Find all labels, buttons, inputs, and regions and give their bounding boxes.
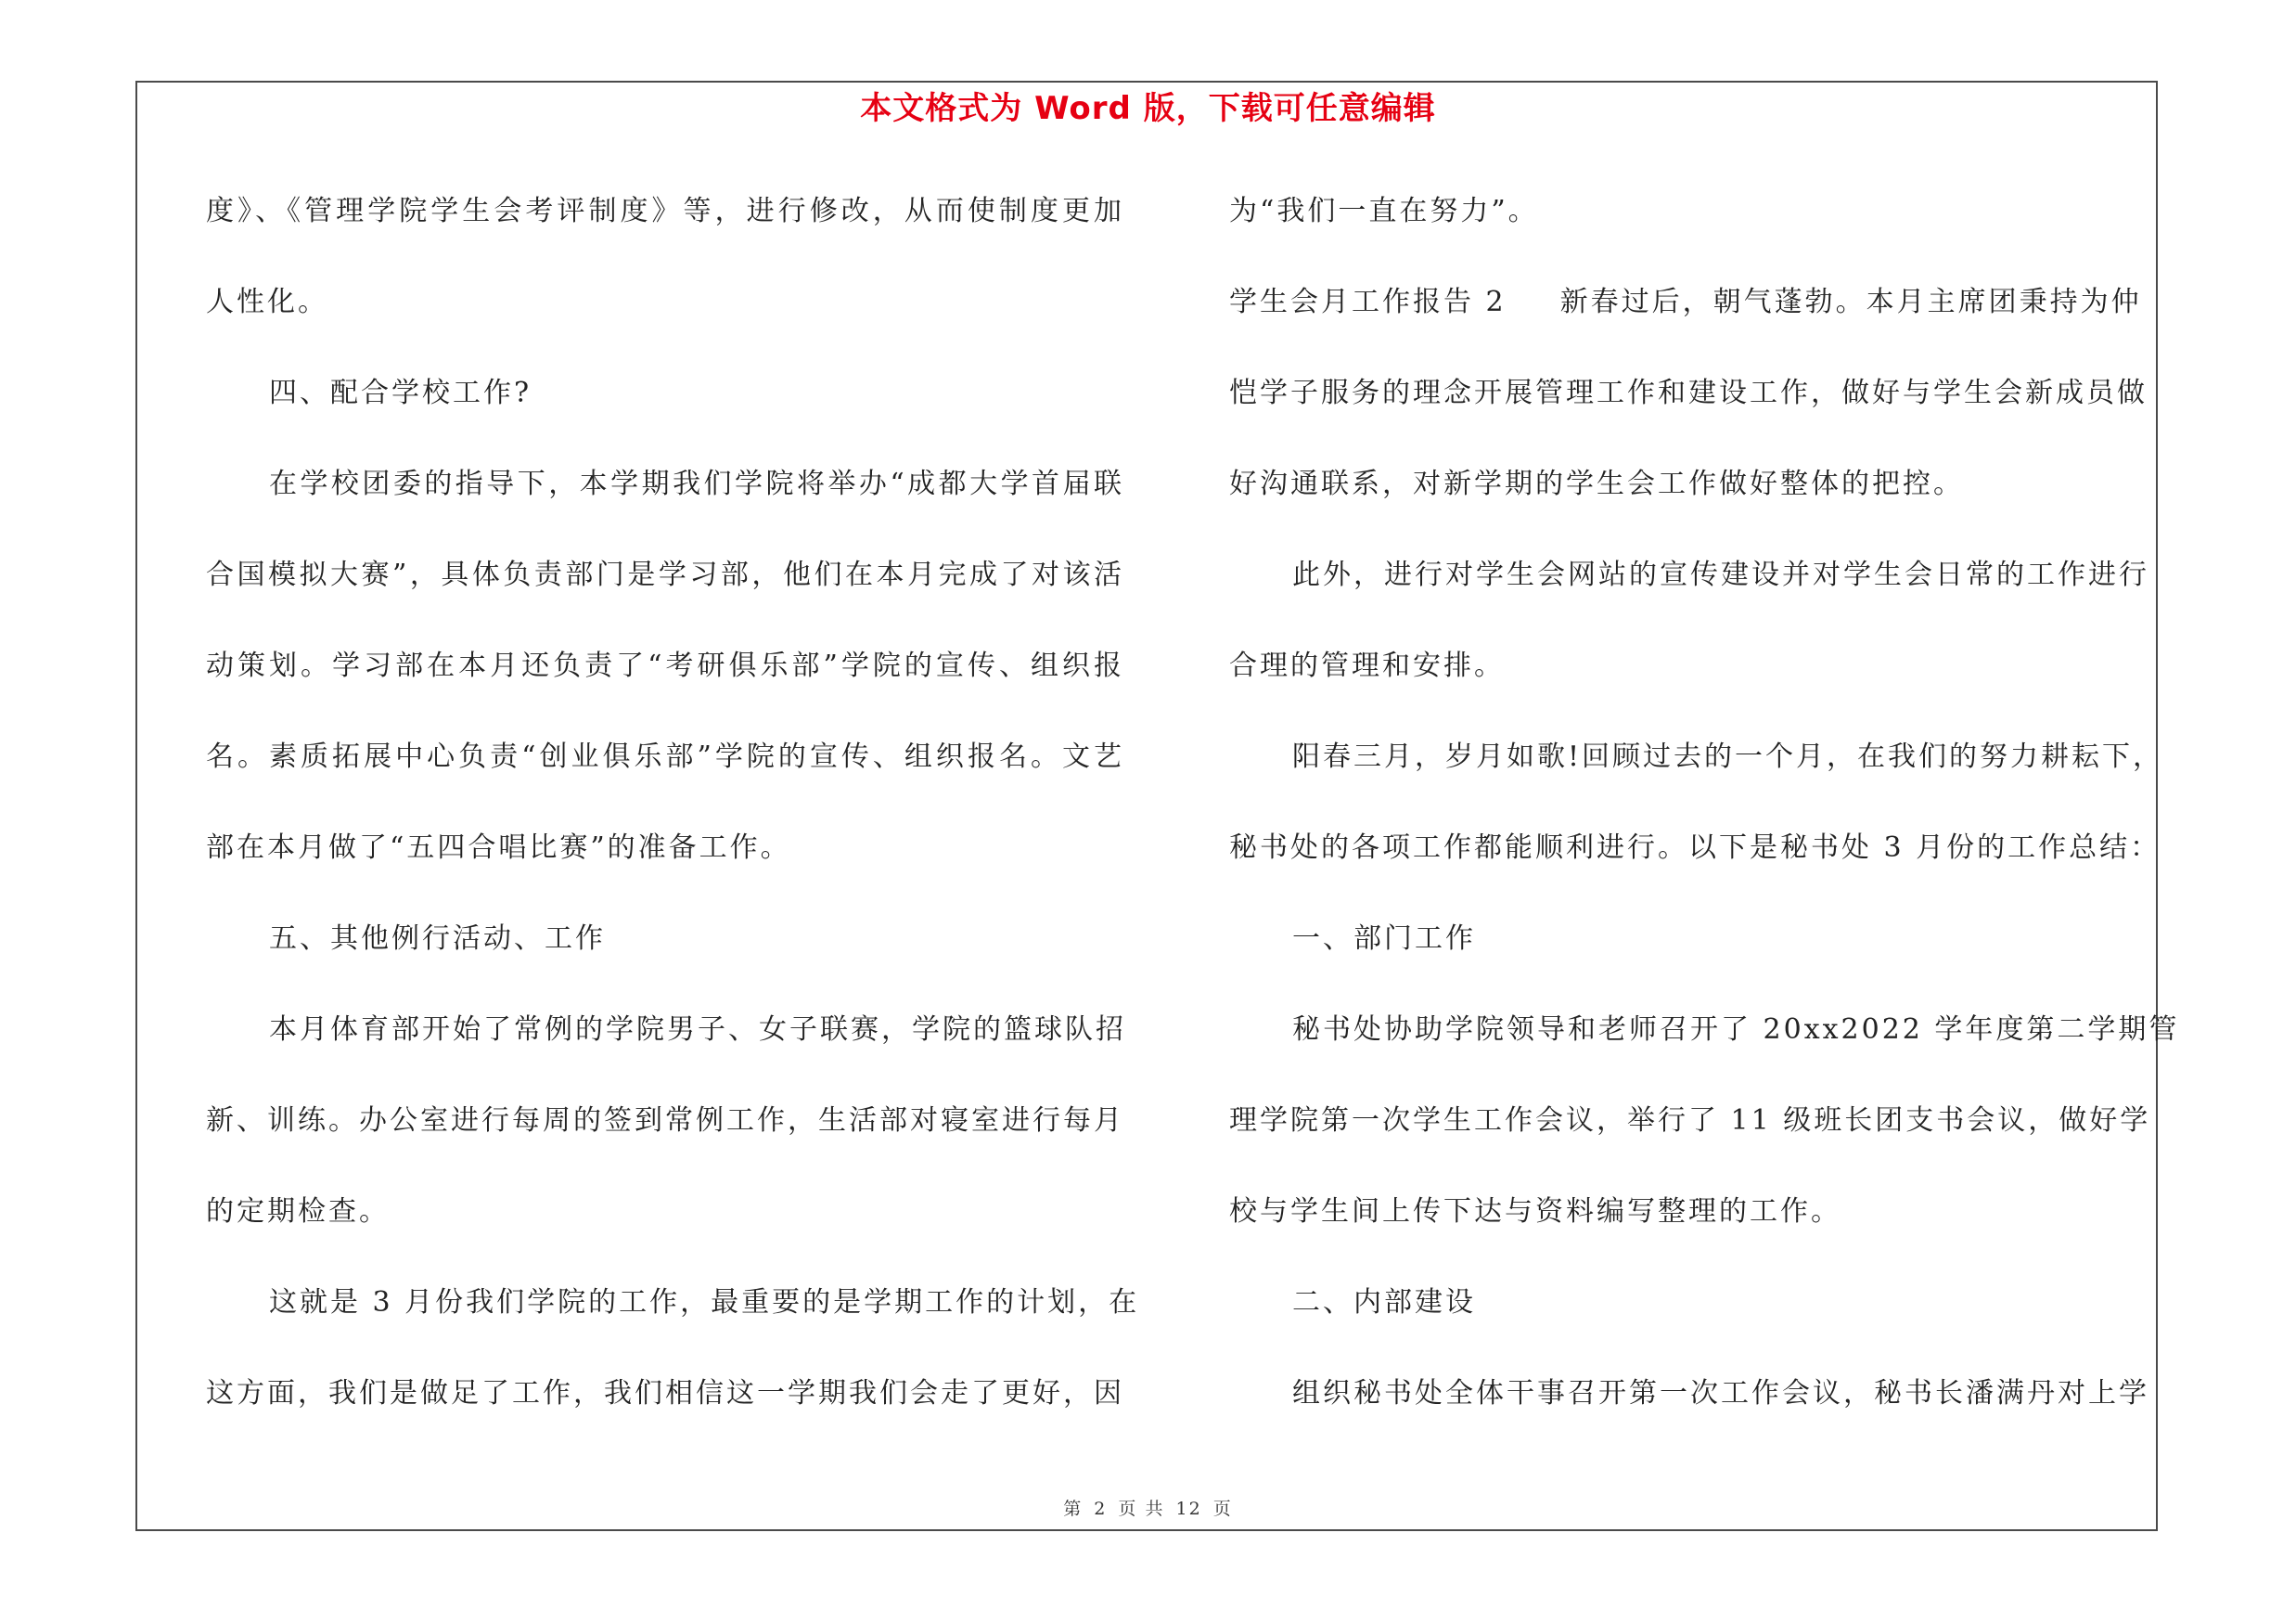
text-line: 名。素质拓展中心负责“创业俱乐部”学院的宣传、组织报名。文艺 — [206, 741, 1124, 773]
text-line: 好沟通联系，对新学期的学生会工作做好整体的把控。 — [1229, 468, 1964, 500]
text-line: 校与学生间上传下达与资料编写整理的工作。 — [1229, 1195, 1841, 1228]
text-line: 合理的管理和安排。 — [1229, 650, 1505, 682]
left-text-column — [206, 179, 1140, 1452]
report-heading-line — [1229, 270, 2148, 361]
total-page-count: 12 — [1175, 1499, 1202, 1519]
text-line: 度》、《管理学院学生会考评制度》等，进行修改，从而使制度更加 — [206, 195, 1124, 227]
footer-suffix: 页 — [1212, 1499, 1233, 1519]
text-line: 在学校团委的指导下，本学期我们学院将举办“成都大学首届联 — [269, 468, 1124, 500]
text-line: 合国模拟大赛”，具体负责部门是学习部，他们在本月完成了对该活 — [206, 559, 1124, 591]
text-line: 的定期检查。 — [206, 1195, 390, 1228]
right-text-column — [1229, 179, 2180, 1452]
text-line: 这方面，我们是做足了工作，我们相信这一学期我们会走了更好，因 — [206, 1377, 1124, 1410]
text-line: 恺学子服务的理念开展管理工作和建设工作，做好与学生会新成员做 — [1229, 377, 2148, 409]
footer-prefix: 第 — [1063, 1499, 1084, 1519]
text-line: 部在本月做了“五四合唱比赛”的准备工作。 — [206, 831, 791, 864]
report-opening: 新春过后，朝气蓬勃。本月主席团秉持为仲 — [1559, 286, 2142, 318]
text-line: 组织秘书处全体干事召开第一次工作会议，秘书长潘满丹对上学 — [1292, 1377, 2149, 1410]
text-line: 这就是 3 月份我们学院的工作，最重要的是学期工作的计划，在 — [269, 1286, 1140, 1319]
text-line: 新、训练。办公室进行每周的签到常例工作，生活部对寝室进行每月 — [206, 1104, 1124, 1137]
section-heading: 五、其他例行活动、工作 — [269, 922, 606, 955]
section-heading: 二、内部建设 — [1292, 1286, 1476, 1319]
text-line: 本月体育部开始了常例的学院男子、女子联赛，学院的篮球队招 — [269, 1013, 1126, 1046]
editable-notice-banner: 本文格式为 Word 版，下载可任意编辑 — [860, 90, 1436, 127]
section-heading: 四、配合学校工作? — [269, 377, 532, 409]
text-line: 动策划。学习部在本月还负责了“考研俱乐部”学院的宣传、组织报 — [206, 650, 1124, 682]
text-line: 人性化。 — [206, 286, 328, 318]
text-line: 此外，进行对学生会网站的宣传建设并对学生会日常的工作进行 — [1292, 559, 2149, 591]
report-title: 学生会月工作报告 2 — [1229, 286, 1507, 318]
text-line: 秘书处的各项工作都能顺利进行。以下是秘书处 3 月份的工作总结： — [1229, 831, 2161, 864]
section-heading: 一、部门工作 — [1292, 922, 1476, 955]
footer-middle: 页 共 — [1118, 1499, 1165, 1519]
text-line: 阳春三月，岁月如歌!回顾过去的一个月，在我们的努力耕耘下， — [1292, 741, 2164, 773]
text-line: 为“我们一直在努力”。 — [1229, 195, 1539, 227]
page-number-footer — [0, 1495, 2296, 1520]
text-line: 秘书处协助学院领导和老师召开了 20xx2022 学年度第二学期管 — [1292, 1013, 2180, 1046]
current-page-number: 2 — [1094, 1499, 1108, 1519]
text-line: 理学院第一次学生工作会议，举行了 11 级班长团支书会议，做好学 — [1229, 1104, 2151, 1137]
